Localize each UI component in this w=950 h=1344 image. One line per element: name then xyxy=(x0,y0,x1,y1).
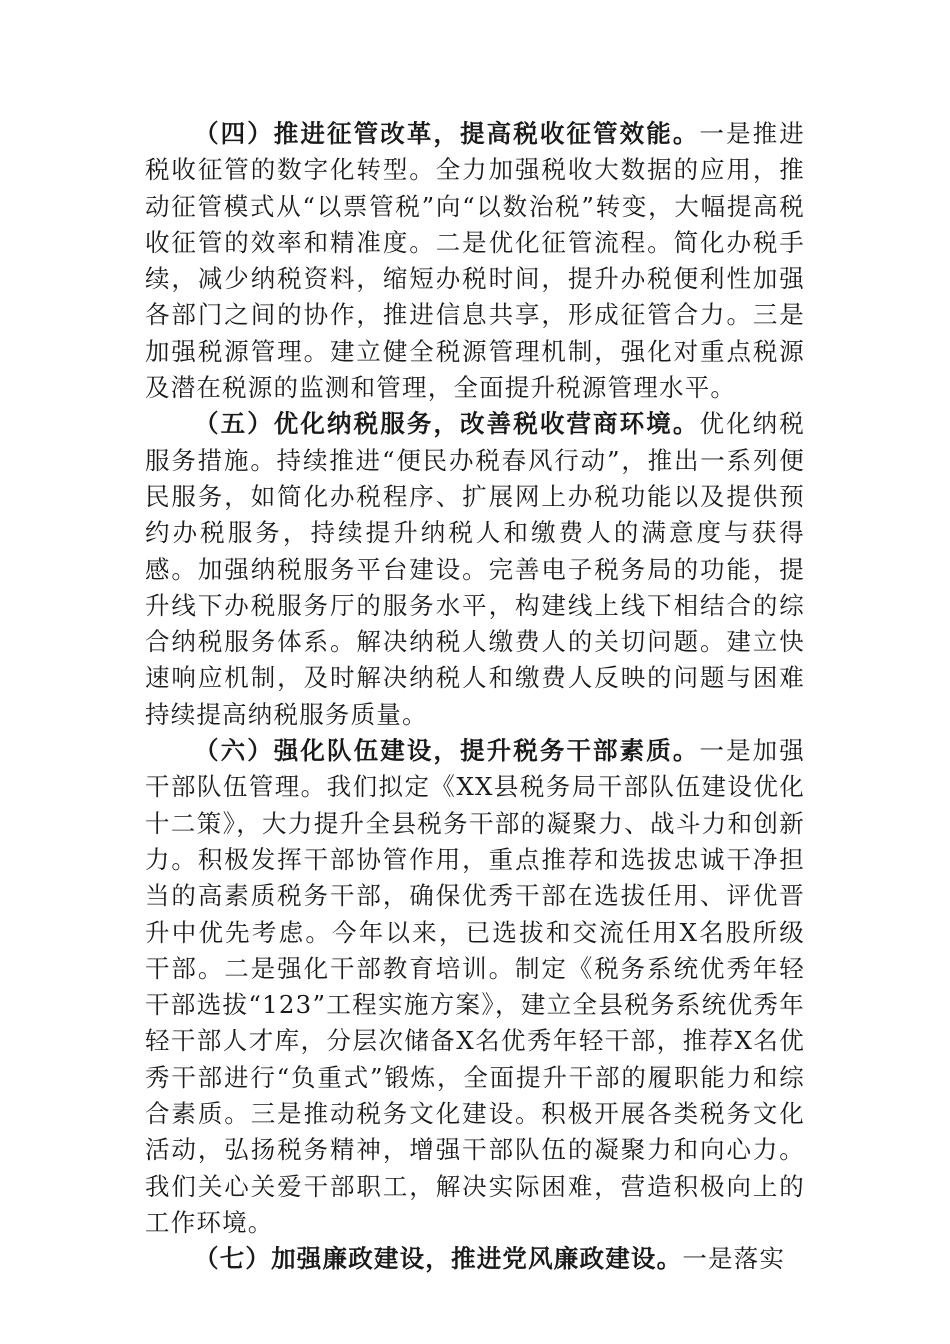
paragraph-heading: （五）优化纳税服务，改善税收营商环境。 xyxy=(194,409,700,439)
paragraph-heading: （七）加强廉政建设，推进党风廉政建设。 xyxy=(194,1244,683,1274)
paragraph-body: 一是推进税收征管的数字化转型。全力加强税收大数据的应用，推动征管模式从“以票管税”向“以数治税”转变，大幅提高税收征管的效率和精准度。二是优化征管流程。简化办税手续，减少纳税资料，缩短办税时间，提升办税便利性加强各部门之间的协作，推进信息共享，形成征管合力。三是加强税源管理。建立健全税源管理机制，强化对重点税源及潜在税源的监测和管理，全面提升税源管理水平。 xyxy=(145,119,805,403)
paragraph-tax-service xyxy=(145,406,805,733)
paragraph-team-building xyxy=(145,733,805,1241)
paragraph-collection-reform xyxy=(145,116,805,406)
paragraph-body: 一是加强干部队伍管理。我们拟定《XX县税务局干部队伍建设优化十二策》，大力提升全县税务干部的凝聚力、战斗力和创新力。积极发挥干部协管作用，重点推荐和选拔忠诚干净担当的高素质税务干部，确保优秀干部在选拔任用、评优晋升中优先考虑。今年以来，已选拔和交流任用X名股所级干部。二是强化干部教育培训。制定《税务系统优秀年轻干部选拔“123”工程实施方案》，建立全县税务系统优秀年轻干部人才库，分层次储备X名优秀年轻干部，推荐X名优秀干部进行“负重式”锻炼，全面提升干部的履职能力和综合素质。三是推动税务文化建设。积极开展各类税务文化活动，弘扬税务精神，增强干部队伍的凝聚力和向心力。我们关心关爱干部职工，解决实际困难，营造积极向上的工作环境。 xyxy=(145,736,805,1237)
paragraph-heading: （四）推进征管改革，提高税收征管效能。 xyxy=(194,119,700,148)
paragraph-heading: （六）强化队伍建设，提升税务干部素质。 xyxy=(194,736,700,766)
paragraph-body: 优化纳税服务措施。持续推进“便民办税春风行动”，推出一系列便民服务，如简化办税程序、扩展网上办税功能以及提供预约办税服务，持续提升纳税人和缴费人的满意度与获得感。加强纳税服务平台建设。完善电子税务局的功能，提升线下办税服务厅的服务水平，构建线上线下相结合的综合纳税服务体系。解决纳税人缴费人的关切问题。建立快速响应机制，及时解决纳税人和缴费人反映的问题与困难持续提高纳税服务质量。 xyxy=(145,409,805,729)
document-page xyxy=(145,116,805,1278)
paragraph-body: 一是落实 xyxy=(682,1244,786,1274)
paragraph-integrity-building xyxy=(145,1241,805,1277)
